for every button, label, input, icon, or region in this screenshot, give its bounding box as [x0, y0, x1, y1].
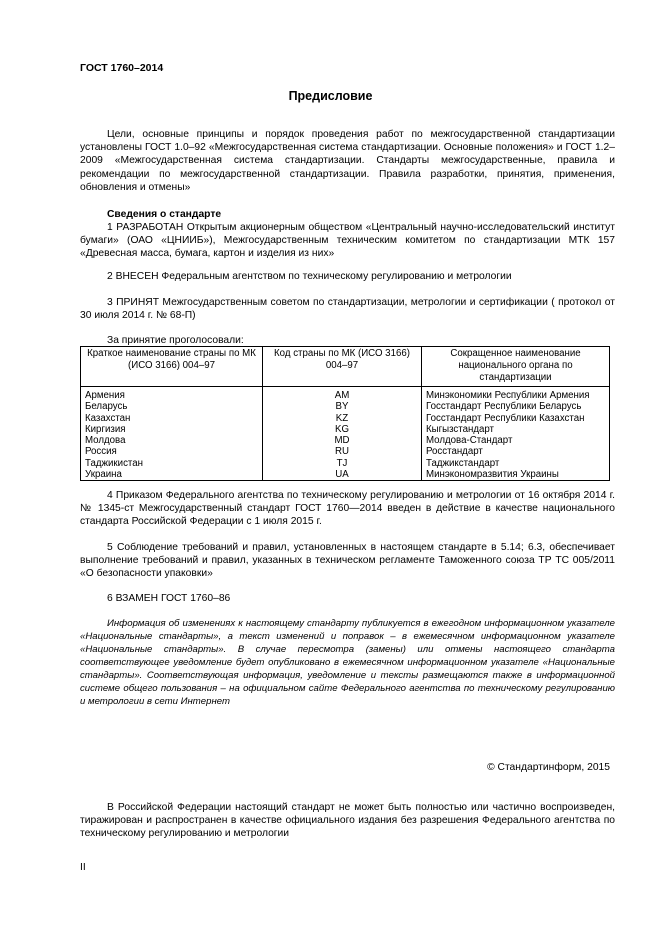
standards-body: Минэкономики Республики Армения — [422, 387, 610, 402]
item-1-developed: 1 РАЗРАБОТАН Открытым акционерным обществом «Центральный научно-исследовательский институт бумаги» (ОАО «ЦНИИБ»), Межгосударственным техническим комитетом по стандартизации МТК 157 «Древесная масса, бумага, картон и изделия из них» — [80, 222, 615, 260]
table-header-body: Сокращенное наименование национального органа по стандартизации — [422, 347, 610, 387]
table-row — [81, 387, 610, 402]
table-header-row — [81, 347, 610, 387]
item-5-compliance: 5 Соблюдение требований и правил, установленных в настоящем стандарте в 5.14; 6.3, обеспечивает выполнение требований и правил, указанных в техническом регламенте Таможенного союза ТР ТС 005/2011 «О безопасности упаковки» — [80, 542, 615, 580]
country-code: AM — [263, 387, 422, 402]
country-name: Беларусь — [81, 401, 263, 412]
standards-body: Таджикстандарт — [422, 458, 610, 469]
country-name: Молдова — [81, 435, 263, 446]
country-name: Россия — [81, 446, 263, 457]
info-heading: Сведения о стандарте — [107, 209, 222, 220]
standards-body: Молдова-Стандарт — [422, 435, 610, 446]
item-2-introduced: 2 ВНЕСЕН Федеральным агентством по техническому регулированию и метрологии — [107, 271, 512, 282]
rights-statement: В Российской Федерации настоящий стандарт не может быть полностью или частично воспроизведен, тиражирован и распространен в качестве официального издания без разрешения Федерального агентства по техническому регулированию и метрологии — [80, 802, 615, 840]
country-code: TJ — [263, 458, 422, 469]
country-code: UA — [263, 469, 422, 481]
table-row — [81, 435, 610, 446]
country-code: KZ — [263, 413, 422, 424]
page-number: II — [80, 862, 86, 873]
country-name: Таджикистан — [81, 458, 263, 469]
info-note: Информация об изменениях к настоящему стандарту публикуется в ежегодном информационном указателе «Национальные стандарты», а текст изменений и поправок – в ежемесячном информационном указателе «Национальные стандарты». В случае пересмотра (замены) или отмены настоящего стандарта соответствующее уведомление будет опубликовано в ежемесячном информационном указателе «Национальные стандарты». Соответствующая информация, уведомление и тексты размещаются также в информационной системе общего пользования – на официальном сайте Федерального агентства по техническому регулированию и метрологии в сети Интернет — [80, 618, 615, 707]
item-6-replaces: 6 ВЗАМЕН ГОСТ 1760–86 — [107, 593, 231, 604]
table-row — [81, 413, 610, 424]
page-title: Предисловие — [288, 89, 373, 103]
table-row — [81, 469, 610, 481]
standards-body: Кыгызстандарт — [422, 424, 610, 435]
country-code: KG — [263, 424, 422, 435]
country-name: Украина — [81, 469, 263, 481]
item-3-adopted: 3 ПРИНЯТ Межгосударственным советом по стандартизации, метрологии и сертификации ( протокол от 30 июля 2014 г. № 68-П) — [80, 297, 615, 322]
table-row — [81, 446, 610, 457]
table-row — [81, 458, 610, 469]
table-row — [81, 424, 610, 435]
standards-body: Минэкономразвития Украины — [422, 469, 610, 481]
country-name: Киргизия — [81, 424, 263, 435]
country-name: Армения — [81, 387, 263, 402]
standards-body: Госстандарт Республики Беларусь — [422, 401, 610, 412]
table-header-country: Краткое наименование страны по МК (ИСО 3166) 004–97 — [81, 347, 263, 387]
standards-body: Госстандарт Республики Казахстан — [422, 413, 610, 424]
document-code: ГОСТ 1760–2014 — [80, 62, 164, 74]
copyright: © Стандартинформ, 2015 — [487, 762, 610, 773]
item-4-enacted: 4 Приказом Федерального агентства по техническому регулированию и метрологии от 16 октября 2014 г. № 1345-ст Межгосударственный стандарт ГОСТ 1760—2014 введен в действие в качестве национального стандарта Российской Федерации с 1 июля 2015 г. — [80, 490, 615, 528]
vote-label: За принятие проголосовали: — [107, 335, 244, 346]
voting-table — [80, 346, 610, 481]
table-row — [81, 401, 610, 412]
country-code: RU — [263, 446, 422, 457]
standards-body: Росстандарт — [422, 446, 610, 457]
country-name: Казахстан — [81, 413, 263, 424]
country-code: MD — [263, 435, 422, 446]
table-header-code: Код страны по МК (ИСО 3166) 004–97 — [263, 347, 422, 387]
intro-paragraph: Цели, основные принципы и порядок проведения работ по межгосударственной стандартизации установлены ГОСТ 1.0–92 «Межгосударственная система стандартизации. Основные положения» и ГОСТ 1.2–2009 «Межгосударственная система стандартизации. Стандарты межгосударственные, правила и рекомендации по межгосударственной стандартизации. Правила разработки, принятия, применения, обновления и отмены» — [80, 129, 615, 193]
country-code: BY — [263, 401, 422, 412]
